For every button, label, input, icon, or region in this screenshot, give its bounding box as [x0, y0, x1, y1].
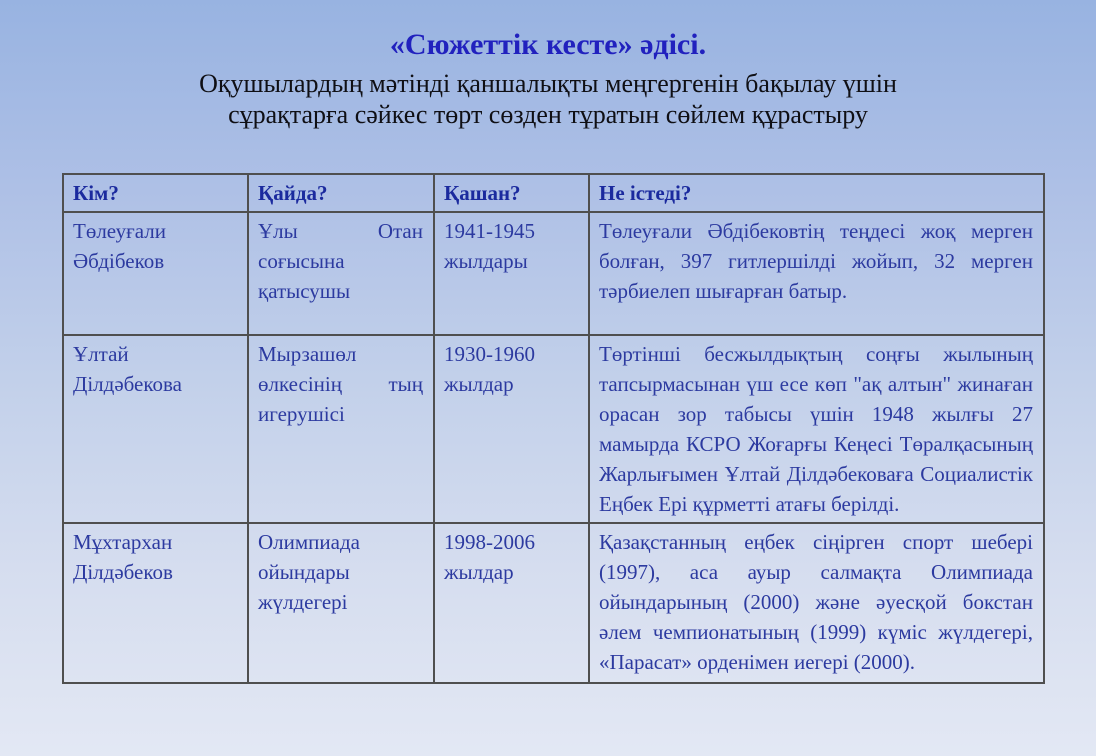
cell-when: 1930-1960 жылдар	[434, 335, 589, 523]
table-row	[63, 212, 1044, 335]
table-header-row	[63, 174, 1044, 212]
story-table	[62, 173, 1045, 684]
cell-when: 1941-1945 жылдары	[434, 212, 589, 335]
page-title: «Сюжеттік кесте» әдісі.	[389, 28, 707, 61]
cell-where: Ұлы Отан соғысына қатысушы	[248, 212, 434, 335]
column-header-what: Не істеді?	[589, 174, 1044, 212]
column-header-who: Кім?	[63, 174, 248, 212]
page-subtitle: Оқушылардың мәтінді қаншалықты меңгергенін бақылау үшін сұрақтарға сәйкес төрт сөзден тұратын сөйлем құрастыру	[199, 68, 897, 130]
column-header-where: Қайда?	[248, 174, 434, 212]
cell-who: Ұлтай Ділдәбекова	[63, 335, 248, 523]
cell-who: Төлеуғали Әбдібеков	[63, 212, 248, 335]
cell-where: Мырзашөл өлкесінің тың игерушісі	[248, 335, 434, 523]
cell-when: 1998-2006 жылдар	[434, 523, 589, 683]
cell-what: Қазақстанның еңбек сіңірген спорт шебері (1997), аса ауыр салмақта Олимпиада ойындарының (2000) және әуесқой бокстан әлем чемпионатының (1999) күміс жүлдегері, «Парасат» орденімен иегері (2000).	[589, 523, 1044, 683]
table-row	[63, 335, 1044, 523]
column-header-when: Қашан?	[434, 174, 589, 212]
cell-what: Төртінші бесжылдықтың соңғы жылының тапсырмасынан үш есе көп "ақ алтын" жинаған орасан зор табысы үшін 1948 жылғы 27 мамырда КСРО Жоғарғы Кеңесі Төралқасының Жарлығымен Ұлтай Ділдәбековаға Социалистік Еңбек Ері құрметті атағы берілді.	[589, 335, 1044, 523]
cell-who: Мұхтархан Ділдәбеков	[63, 523, 248, 683]
cell-where: Олимпиада ойындары жүлдегері	[248, 523, 434, 683]
cell-what: Төлеуғали Әбдібековтің теңдесі жоқ мерген болған, 397 гитлершілді жойып, 32 мерген тәрбиелеп шығарған батыр.	[589, 212, 1044, 335]
title-block	[0, 26, 1096, 131]
table-row	[63, 523, 1044, 683]
